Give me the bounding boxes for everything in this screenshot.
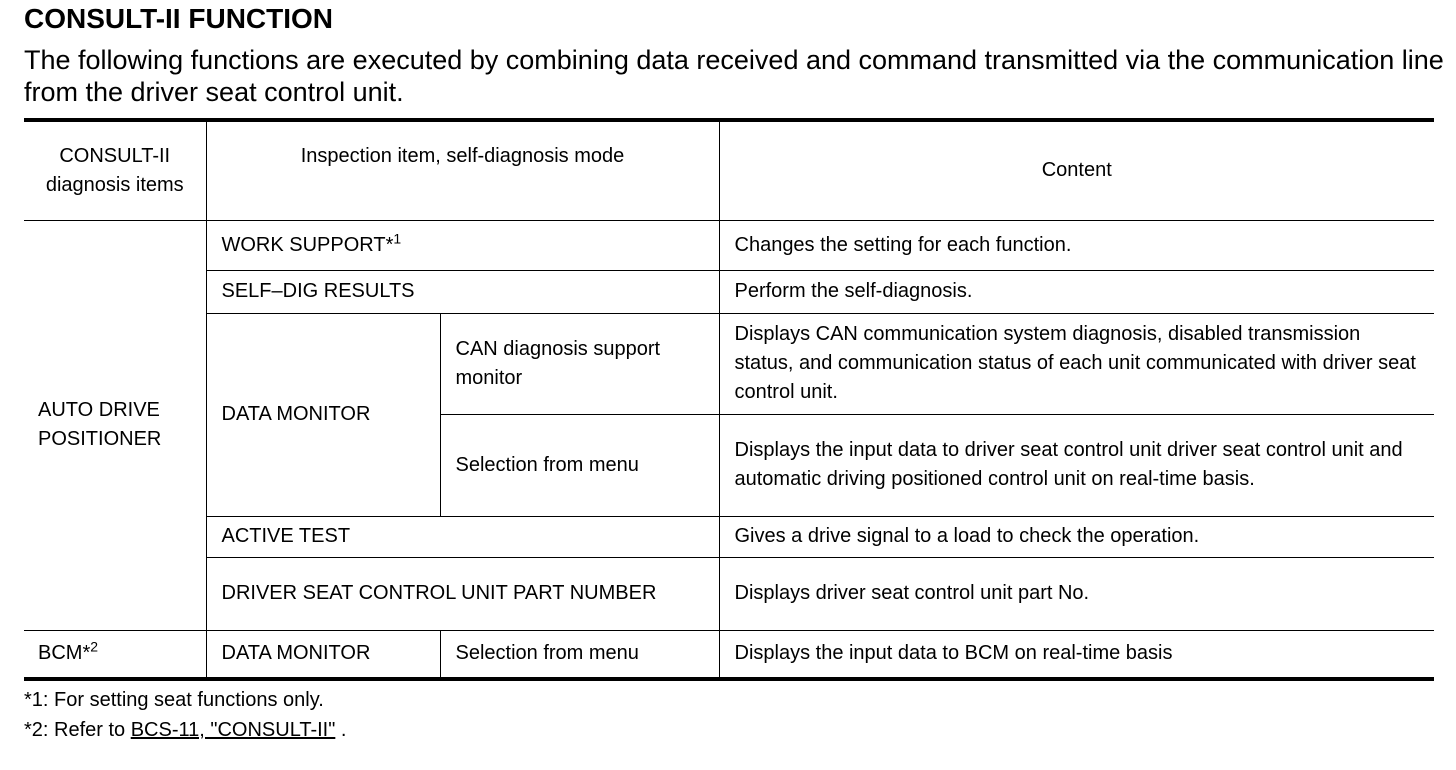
group-label: BCM* bbox=[38, 642, 91, 665]
content-cell: Displays driver seat control unit part No. bbox=[719, 557, 1434, 630]
table-header-row bbox=[24, 120, 1434, 220]
footnote-1: *1: For setting seat functions only. bbox=[24, 689, 324, 711]
table-row bbox=[24, 313, 1434, 414]
group-auto-drive-positioner: AUTO DRIVE POSITIONER bbox=[24, 220, 206, 630]
sub-item-cell: Selection from menu bbox=[440, 630, 719, 679]
content-cell: Gives a drive signal to a load to check the operation. bbox=[719, 516, 1434, 557]
item-work-support bbox=[206, 220, 719, 270]
content-cell: Perform the self-diagnosis. bbox=[719, 270, 1434, 313]
consult-function-table bbox=[24, 118, 1434, 681]
sub-item-cell: Selection from menu bbox=[440, 414, 719, 516]
footnote-2 bbox=[24, 718, 346, 742]
footnote-2-suffix: . bbox=[335, 719, 347, 741]
content-cell: Displays CAN communication system diagnosis, disabled transmission status, and communication status of each unit communicated with driver seat control unit. bbox=[719, 313, 1434, 414]
content-cell: Displays the input data to driver seat control unit driver seat control unit and automatic driving positioned control unit on real-time basis. bbox=[719, 414, 1434, 516]
item-self-dig-results: SELF–DIG RESULTS bbox=[206, 270, 719, 313]
header-content: Content bbox=[719, 120, 1434, 220]
item-part-number: DRIVER SEAT CONTROL UNIT PART NUMBER bbox=[206, 557, 719, 630]
item-data-monitor: DATA MONITOR bbox=[206, 313, 440, 516]
table-row bbox=[24, 557, 1434, 630]
table-row bbox=[24, 516, 1434, 557]
content-cell: Changes the setting for each function. bbox=[719, 220, 1434, 270]
item-active-test: ACTIVE TEST bbox=[206, 516, 719, 557]
header-diagnosis-items: CONSULT-II diagnosis items bbox=[24, 120, 206, 220]
item-label: WORK SUPPORT* bbox=[221, 233, 394, 256]
item-data-monitor: DATA MONITOR bbox=[206, 630, 440, 679]
group-bcm bbox=[24, 630, 206, 679]
sub-item-cell: CAN diagnosis support monitor bbox=[440, 313, 719, 414]
footnote-ref: 1 bbox=[393, 229, 402, 246]
content-cell: Displays the input data to BCM on real-time basis bbox=[719, 630, 1434, 679]
bcs-11-consult-link[interactable]: BCS-11, "CONSULT-II" bbox=[130, 719, 336, 741]
table-row bbox=[24, 630, 1434, 679]
intro-paragraph: The following functions are executed by combining data received and command transmitted via the communication line from the driver seat control unit. bbox=[24, 45, 1444, 107]
table-row bbox=[24, 220, 1434, 270]
footnote-2-prefix: *2: Refer to bbox=[24, 719, 131, 741]
header-inspection-item: Inspection item, self-diagnosis mode bbox=[206, 120, 719, 220]
page-title: CONSULT-II FUNCTION bbox=[24, 3, 334, 34]
table-row bbox=[24, 270, 1434, 313]
footnote-ref: 2 bbox=[90, 638, 99, 655]
